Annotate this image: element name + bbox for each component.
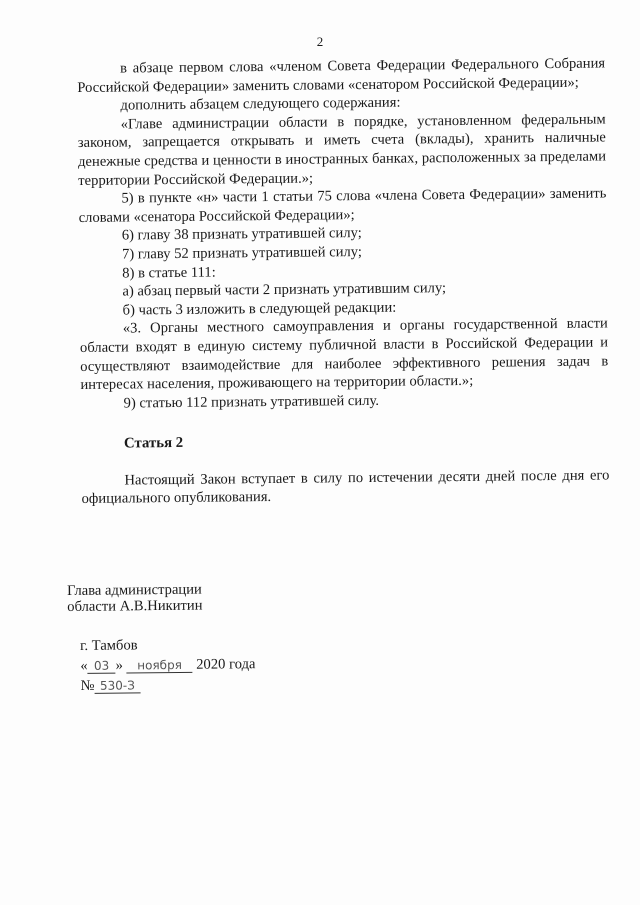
date-close-quote: » (115, 657, 123, 674)
signature-name: области А.В.Никитин (67, 597, 203, 615)
paragraph: 6) главу 38 признать утратившей силу; (121, 225, 362, 244)
paragraph: 8) в статье 111: (122, 264, 216, 282)
place-date-block (80, 634, 256, 696)
signature-title: Глава администрации (67, 581, 202, 599)
paragraph: а) абзац первый части 2 признать утратившим силу; (122, 280, 447, 300)
date-open-quote: « (80, 657, 88, 674)
paragraph: «Главе администрации области в порядке, установленном федеральным законом, запрещается открывать и иметь счета (вклады), хранить наличные денежные средства и ценности в иностранных банках, расположенных за пределами территории Российской Федерации.»; (77, 111, 607, 189)
page-number: 2 (316, 34, 324, 49)
paragraph: в абзаце первом слова «членом Совета Федерации Федерального Собрания Российской Федерации» заменить словами «сенатором Российской Федерации»; (77, 55, 606, 96)
paragraph: дополнить абзацем следующего содержания: (120, 94, 401, 114)
paragraph: 5) в пункте «н» части 1 статьи 75 слова «члена Совета Федерации» заменить словами «сенатора Российской Федерации»; (78, 185, 607, 226)
city: г. Тамбов (80, 637, 138, 654)
law-number: 530-З (94, 678, 140, 693)
law-number-line (80, 674, 255, 696)
number-sign: № (80, 677, 95, 694)
date-month: ноября (126, 658, 192, 674)
signature-block (67, 582, 203, 615)
law-body (77, 54, 610, 509)
article-heading: Статья 2 (123, 435, 184, 452)
date-line (80, 654, 255, 676)
article-text: Настоящий Закон вступает в силу по истечении десяти дней после дня его официального опубликования. (81, 467, 610, 508)
paragraph: «3. Органы местного самоуправления и органы государственной власти области входят в единую систему публичной власти в Российской Федерации и осуществляют взаимодействие для наиболее эффективного решения задач в интересах населения, проживающего на территории области.»; (79, 315, 609, 394)
date-year: 2020 года (196, 656, 256, 673)
paragraph: б) часть 3 изложить в следующей редакции: (122, 299, 397, 319)
paragraph: 9) статью 112 признать утратившей силу. (123, 392, 380, 412)
date-day: 03 (88, 659, 116, 674)
paragraph: 7) главу 52 признать утратившей силу; (121, 243, 363, 263)
